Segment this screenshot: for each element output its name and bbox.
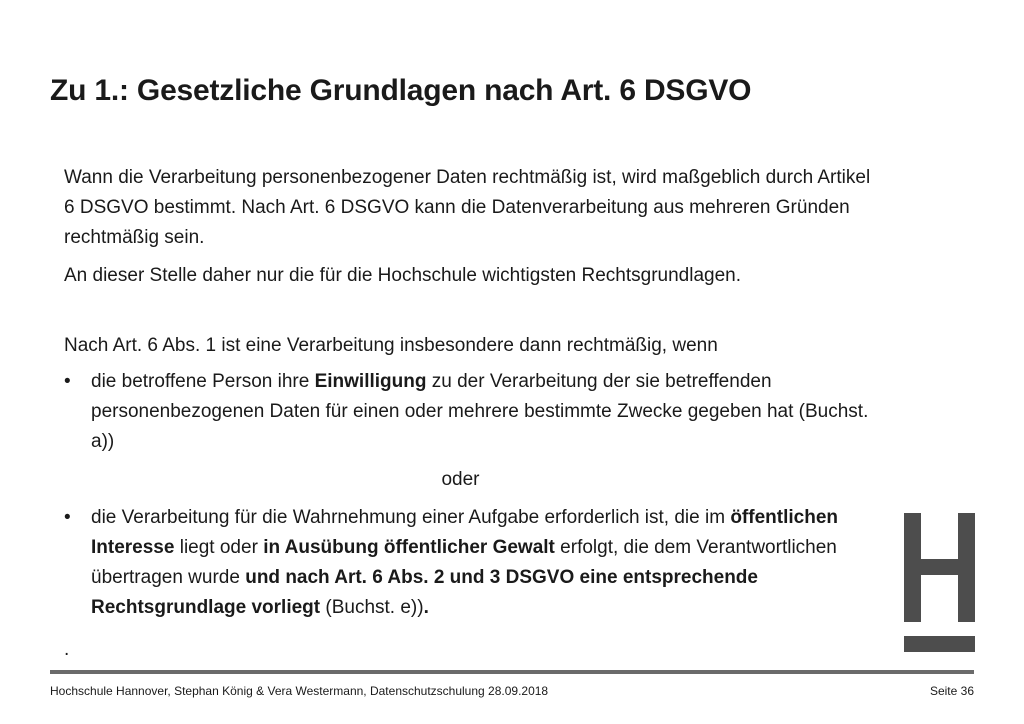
bullet-bold-text: in Ausübung öffentlicher Gewalt bbox=[263, 537, 555, 558]
trailing-dot: . bbox=[64, 639, 70, 660]
footer-credits: Hochschule Hannover, Stephan König & Vera Westermann, Datenschutzschulung 28.09.2018 bbox=[50, 684, 549, 698]
bullet-text: erfolgt, die dem Verantwortlichen übertragen wurde bbox=[91, 537, 837, 588]
logo-crossbar bbox=[904, 559, 975, 575]
lead-paragraph: Nach Art. 6 Abs. 1 ist eine Verarbeitung insbesondere dann rechtmäßig, wenn bbox=[64, 335, 718, 356]
bullet-text: liegt oder bbox=[174, 537, 264, 558]
bullet-bold-text: . bbox=[423, 597, 429, 618]
footer-rule bbox=[50, 670, 974, 674]
bullet-item-public-interest bbox=[64, 503, 884, 623]
bullet-bold-text: öffentlichen Interesse bbox=[91, 507, 838, 558]
page-number: Seite 36 bbox=[929, 684, 974, 698]
note-paragraph: An dieser Stelle daher nur die für die Hochschule wichtigsten Rechtsgrundlagen. bbox=[64, 265, 742, 286]
bullet-item-consent bbox=[64, 367, 884, 457]
bullet-bold-text: Einwilligung bbox=[314, 371, 427, 392]
bullet-text: (Buchst. e)) bbox=[320, 597, 424, 618]
bullet-text: zu der Verarbeitung der sie betreffenden personenbezogenen Daten für einen oder mehrere bestimmte Zwecke gegeben hat (Buchst. a)) bbox=[91, 371, 869, 452]
hochschule-logo bbox=[904, 513, 975, 652]
slide-title: Zu 1.: Gesetzliche Grundlagen nach Art. 6 DSGVO bbox=[50, 74, 752, 107]
intro-paragraph: Wann die Verarbeitung personenbezogener Daten rechtmäßig ist, wird maßgeblich durch Artikel 6 DSGVO bestimmt. Nach Art. 6 DSGVO kann die Datenverarbeitung aus mehreren Gründen rechtmäßig sein. bbox=[64, 167, 871, 248]
bullet-bold-text: und nach Art. 6 Abs. 2 und 3 DSGVO eine entsprechende Rechtsgrundlage vorliegt bbox=[91, 567, 758, 618]
separator-text: oder bbox=[441, 469, 480, 490]
bullet-text: die Verarbeitung für die Wahrnehmung einer Aufgabe erforderlich ist, die im bbox=[91, 507, 731, 528]
slide-body bbox=[64, 163, 884, 665]
logo-underline bbox=[904, 636, 975, 652]
bullet-text: die betroffene Person ihre bbox=[91, 371, 315, 392]
